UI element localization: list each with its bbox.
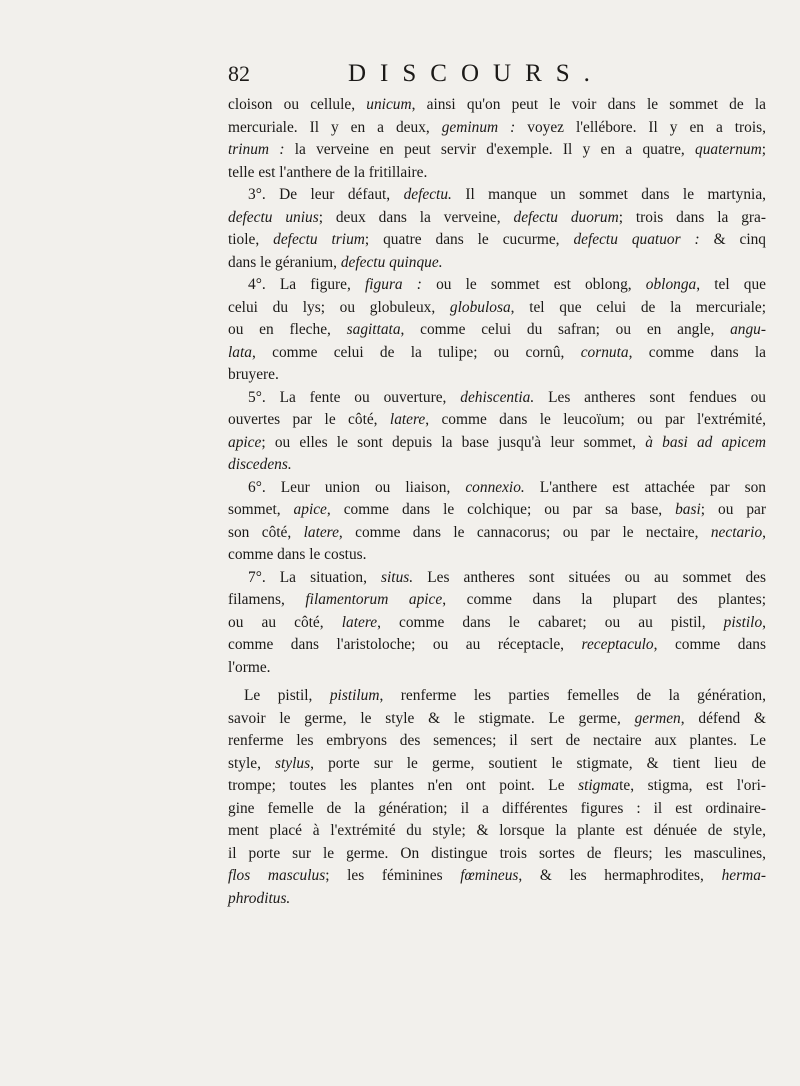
italic-term: geminum :	[441, 118, 516, 136]
text-line: filamens, filamentorum apice, comme dans la plupart des plantes;	[228, 591, 766, 608]
italic-term: defectu quinque.	[340, 253, 443, 271]
italic-term: receptaculo	[581, 636, 654, 653]
italic-term: nectario	[710, 523, 763, 541]
italic-term: cornuta	[580, 343, 629, 361]
italic-term: quaternum	[695, 141, 762, 158]
italic-term: herma-	[721, 867, 767, 884]
text-line: flos masculus; les féminines fœmineus, & les hermaphrodites, herma-	[228, 867, 767, 884]
text-line: cloison ou cellule, unicum, ainsi qu'on peut le voir dans le sommet de la	[228, 96, 767, 113]
text-line: Le pistil, pistilum, renferme les parties femelles de la génération,	[244, 687, 766, 704]
italic-term: defectu quatuor :	[573, 231, 700, 248]
text-line	[228, 454, 766, 477]
italic-term: apice	[228, 433, 262, 451]
italic-term: latere	[389, 411, 426, 428]
italic-term: angu-	[730, 321, 766, 338]
italic-term: pistilo	[723, 613, 763, 631]
page-number: 82	[228, 61, 250, 86]
italic-term: latere	[303, 523, 339, 541]
page-header	[228, 60, 768, 96]
italic-term: connexio.	[465, 478, 525, 496]
italic-term: phroditus.	[228, 889, 291, 907]
text-line: telle est l'anthere de la fritillaire.	[228, 163, 428, 181]
text-line: comme dans l'aristoloche; ou au réceptacle, receptaculo, comme dans	[228, 636, 766, 653]
text-line: defectu unius; deux dans la verveine, defectu duorum; trois dans la gra-	[228, 208, 767, 226]
italic-term: defectu trium	[273, 231, 365, 248]
italic-term: lata	[228, 343, 252, 361]
italic-term: figura :	[365, 276, 422, 293]
text-line: ment placé à l'extrémité du style; & lorsque la plante est dénuée de style,	[228, 822, 766, 839]
italic-term: flos masculus	[228, 867, 326, 884]
italic-term: stigma	[578, 777, 620, 794]
italic-term: dehiscentia.	[460, 388, 535, 406]
italic-term: à basi ad apicem	[645, 433, 767, 451]
text-line	[228, 888, 766, 911]
italic-term: unicum	[366, 96, 412, 113]
italic-term: situs.	[381, 568, 414, 586]
italic-term: latere	[341, 613, 378, 631]
text-line: 7°. La situation, situs. Les antheres sont situées ou au sommet des	[248, 568, 766, 586]
italic-term: trinum :	[228, 141, 285, 158]
italic-term: stylus	[275, 754, 311, 772]
italic-term: defectu unius	[228, 208, 319, 226]
text-line: ou au côté, latere, comme dans le cabaret; ou au pistil, pistilo,	[228, 613, 766, 631]
text-line: trompe; toutes les plantes n'en ont point. Le stigmate, stigma, est l'ori-	[228, 777, 766, 794]
italic-term: discedens.	[228, 456, 292, 473]
italic-term: globulosa	[449, 298, 511, 316]
text-line: 3°. De leur défaut, defectu. Il manque un sommet dans le martynia,	[248, 186, 767, 203]
text-line: style, stylus, porte sur le germe, soutient le stigmate, & tient lieu de	[228, 754, 766, 772]
text-line: gine femelle de la génération; il a différentes figures : il est ordinaire-	[228, 799, 766, 817]
text-line: 5°. La fente ou ouverture, dehiscentia. Les antheres sont fendues ou	[248, 388, 766, 406]
text-line: dans le géranium, defectu quinque.	[228, 253, 443, 271]
italic-term: sagittata	[346, 321, 401, 338]
italic-term: defectu.	[403, 186, 452, 203]
italic-term: defectu duorum	[513, 208, 619, 226]
text-line: il porte sur le germe. On distingue trois sortes de fleurs; les masculines,	[228, 844, 766, 862]
text-line: trinum : la verveine en peut servir d'exemple. Il y en a quatre, quaternum;	[228, 141, 766, 158]
italic-term: filamentorum apice	[305, 591, 443, 608]
running-title: DISCOURS.	[348, 60, 604, 87]
body-text	[228, 94, 766, 910]
text-line: 6°. Leur union ou liaison, connexio. L'anthere est attachée par son	[248, 478, 766, 496]
italic-term: apice	[293, 501, 327, 518]
italic-term: pistilum	[329, 687, 380, 704]
text-line: apice; ou elles le sont depuis la base jusqu'à leur sommet, à basi ad apicem	[228, 433, 767, 451]
text-line: tiole, defectu trium; quatre dans le cucurme, defectu quatuor : & cinq	[228, 231, 767, 248]
italic-term: germen	[634, 709, 681, 727]
text-line: comme dans le costus.	[228, 546, 367, 563]
text-line: 4°. La figure, figura : ou le sommet est oblong, oblonga, tel que	[248, 276, 766, 293]
text-line: l'orme.	[228, 658, 271, 676]
italic-term: basi	[675, 501, 701, 518]
text-line: bruyere.	[228, 366, 279, 383]
text-line: mercuriale. Il y en a deux, geminum : voyez l'ellébore. Il y en a trois,	[228, 118, 766, 136]
text-line: son côté, latere, comme dans le cannacorus; ou par le nectaire, nectario,	[228, 523, 766, 541]
italic-term: oblonga	[645, 276, 697, 293]
text-line: savoir le germe, le style & le stigmate. Le germe, germen, défend &	[228, 709, 766, 727]
text-line: celui du lys; ou globuleux, globulosa, tel que celui de la mercuriale;	[228, 298, 766, 316]
text-line: ou en fleche, sagittata, comme celui du safran; ou en angle, angu-	[228, 321, 766, 338]
text-line: lata, comme celui de la tulipe; ou cornû, cornuta, comme dans la	[228, 343, 766, 361]
text-line: sommet, apice, comme dans le colchique; ou par sa base, basi; ou par	[228, 501, 766, 518]
text-line: renferme les embryons des semences; il sert de nectaire aux plantes. Le	[228, 732, 766, 749]
italic-term: fœmineus	[460, 867, 519, 884]
text-line: ouvertes par le côté, latere, comme dans le leucoïum; ou par l'extrémité,	[228, 411, 766, 428]
